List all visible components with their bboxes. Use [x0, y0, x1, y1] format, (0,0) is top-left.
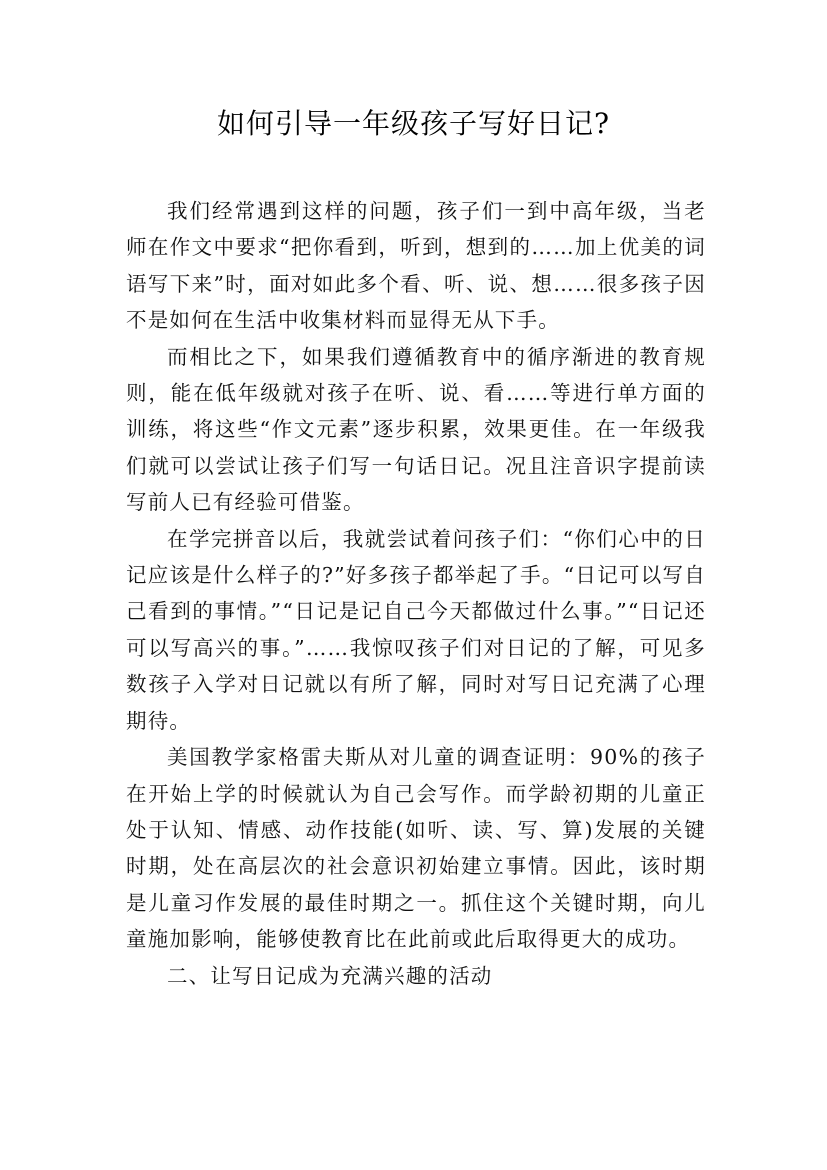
paragraph-3: 在学完拼音以后，我就尝试着问孩子们：“你们心中的日记应该是什么样子的?”好多孩子都举起了手。“日记可以写自己看到的事情。”“日记是记自己今天都做过什么事。”“日记还可以写高兴的事。”……我惊叹孩子们对日记的了解，可见多数孩子入学对日记就以有所了解，同时对写日记充满了心理期待。 [126, 526, 706, 733]
paragraph-4: 美国教学家格雷夫斯从对儿童的调查证明：90%的孩子在开始上学的时候就认为自己会写作。而学龄初期的儿童正处于认知、情感、动作技能(如听、读、写、算)发展的关键时期，处在高层次的社会意识初始建立事情。因此，该时期是儿童习作发展的最佳时期之一。抓住这个关键时期，向儿童施加影响，能够使教育比在此前或此后取得更大的成功。 [126, 745, 706, 952]
section-heading: 二、让写日记成为充满兴趣的活动 [167, 963, 493, 988]
document-title: 如何引导一年级孩子写好日记? [216, 107, 610, 140]
paragraph-2: 而相比之下，如果我们遵循教育中的循序渐进的教育规则，能在低年级就对孩子在听、说、看……等进行单方面的训练，将这些“作文元素”逐步积累，效果更佳。在一年级我们就可以尝试让孩子们写一句话日记。况且注音识字提前读写前人已有经验可借鉴。 [126, 344, 706, 515]
paragraph-1: 我们经常遇到这样的问题，孩子们一到中高年级，当老师在作文中要求“把你看到，听到，想到的……加上优美的词语写下来”时，面对如此多个看、听、说、想……很多孩子因不是如何在生活中收集材料而显得无从下手。 [126, 199, 706, 333]
document-body [126, 193, 706, 994]
